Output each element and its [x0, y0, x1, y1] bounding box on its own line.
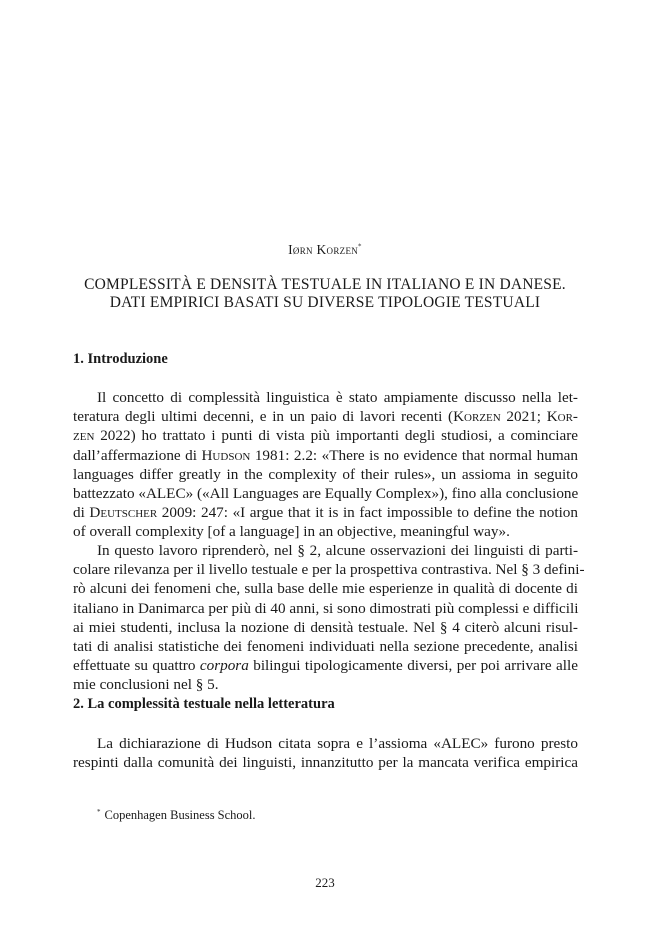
text-line: tati di analisi statistiche dei fenomeni individuati nella sezione precedente, analisi [73, 638, 578, 656]
footnote-mark: * [97, 808, 101, 816]
page-number: 223 [315, 875, 335, 890]
text-line: Il concetto di complessità linguistica è stato ampiamente discusso nella let- [97, 389, 578, 406]
paragraph-intro-2 [73, 541, 585, 695]
text-line: italiano in Danimarca per più di 40 anni, si sono dimostrati più complessi e difficili [73, 599, 579, 617]
text-line: effettuate su quattro corpora bilingui tipologicamente diversi, per poi arrivare alle [73, 657, 578, 675]
text-line: zen 2022) ho trattato i punti di vista più importanti degli studiosi, a cominciare [73, 427, 578, 445]
text-line: teratura degli ultimi decenni, e in un paio di lavori recenti (Korzen 2021; Kor- [73, 408, 578, 426]
text-line: In questo lavoro riprenderò, nel § 2, alcune osservazioni dei linguisti di parti- [97, 542, 578, 559]
text-line: languages differ greatly in the complexity of their rules», un assioma in seguito [73, 465, 578, 483]
text-line: ai miei studenti, inclusa la nozione di densità testuale. Nel § 4 citerò alcuni risul- [73, 618, 578, 636]
text-line: colare rilevanza per il livello testuale e per la prospettiva contrastiva. Nel § 3 defini- [73, 561, 585, 579]
paragraph-intro-1 [73, 388, 578, 542]
text-line: of overall complexity [of a language] in an objective, meaningful way». [73, 523, 510, 541]
text-line: di Deutscher 2009: 247: «I argue that it is in fact impossible to define the notion [73, 504, 578, 522]
text-line: rò alcuni dei fenomeni che, sulla base delle mie esperienze in qualità di docente di [73, 580, 578, 598]
text-line: La dichiarazione di Hudson citata sopra e l’assioma «ALEC» furono presto [97, 735, 578, 752]
author-footnote-mark: * [358, 242, 362, 251]
text-line: mie conclusioni nel § 5. [73, 676, 219, 694]
paper-title [60, 276, 590, 312]
section-heading-introduzione: 1. Introduzione [73, 351, 168, 367]
footnote [97, 808, 256, 823]
text-line: battezzato «ALEC» («All Languages are Equally Complex»), fino alla conclusione [73, 485, 579, 503]
footnote-text: Copenhagen Business School. [104, 808, 256, 823]
text-line: dall’affermazione di Hudson 1981: 2.2: «There is no evidence that normal human [73, 446, 579, 464]
title-line-2: DATI EMPIRICI BASATI SU DIVERSE TIPOLOGIE TESTUALI [109, 294, 541, 311]
author-name-text: Iørn Korzen [288, 242, 359, 257]
author-name [0, 242, 650, 258]
section-heading-complessita: 2. La complessità testuale nella letteratura [73, 696, 335, 712]
text-line: respinti dalla comunità dei linguisti, innanzitutto per la mancata verifica empirica [73, 754, 578, 772]
title-line-1: COMPLESSITÀ E DENSITÀ TESTUALE IN ITALIANO E IN DANESE. [84, 276, 566, 293]
paragraph-section2-1 [73, 734, 578, 772]
